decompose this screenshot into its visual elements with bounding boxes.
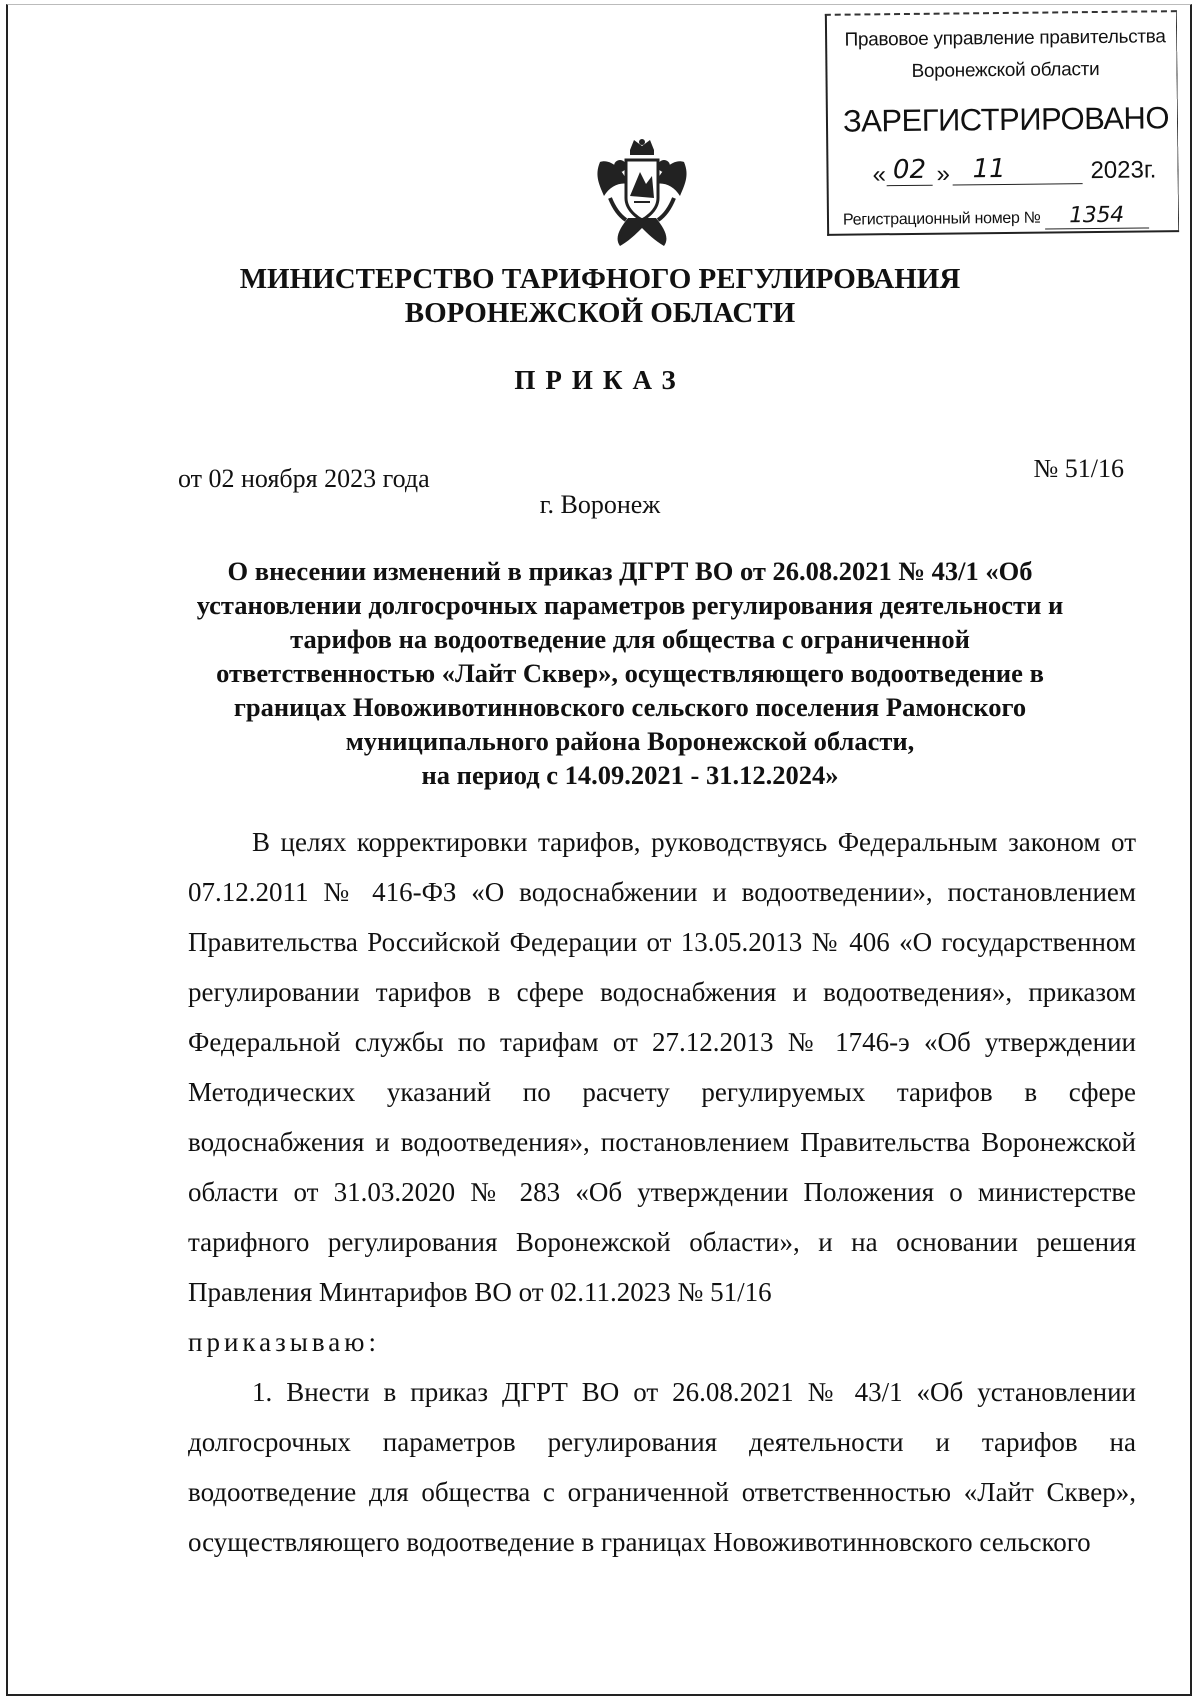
document-body bbox=[188, 817, 1136, 1567]
title-line: ответственностью «Лайт Сквер», осуществляющего водоотведение в bbox=[216, 658, 1044, 688]
title-line: тарифов на водоотведение для общества с ограниченной bbox=[290, 624, 970, 654]
stamp-date-day: 02 bbox=[886, 155, 932, 186]
document-title bbox=[170, 554, 1090, 792]
order-date: от 02 ноября 2023 года bbox=[178, 464, 430, 493]
title-line: муниципального района Воронежской области, bbox=[345, 726, 915, 756]
title-line: на период с 14.09.2021 - 31.12.2024» bbox=[421, 760, 839, 790]
stamp-date-year: 2023г. bbox=[1090, 156, 1157, 185]
title-line: границах Новоживотинновского сельского поселения Рамонского bbox=[233, 692, 1027, 722]
order-number: № 51/16 bbox=[1033, 454, 1124, 483]
quote-mark: » bbox=[936, 160, 951, 188]
stamp-registered-label: ЗАРЕГИСТРИРОВАНО bbox=[842, 100, 1170, 139]
stamp-reg-label: Регистрационный номер № bbox=[842, 209, 1041, 229]
title-line: О внесении изменений в приказ ДГРТ ВО от 26.08.2021 № 43/1 «Об bbox=[227, 556, 1033, 586]
ministry-name bbox=[200, 262, 1000, 330]
quote-mark: « bbox=[872, 161, 887, 189]
stamp-reg-number: 1354 bbox=[1044, 202, 1148, 229]
stamp-authority-line1: Правовое управление правительства bbox=[844, 26, 1166, 51]
ministry-name-line1: МИНИСТЕРСТВО ТАРИФНОГО РЕГУЛИРОВАНИЯ bbox=[239, 263, 961, 295]
voronezh-coat-of-arms-icon bbox=[590, 136, 694, 252]
preamble-paragraph: В целях корректировки тарифов, руководствуясь Федеральным законом от 07.12.2011 № 416-ФЗ «О водоснабжении и водоотведении», постановлением Правительства Российской Федерации от 13.05.2013 № 406 «О государственном регулировании тарифов в сфере водоснабжения и водоотведения», приказом Федеральной службы по тарифам от 27.12.2013 № 1746-э «Об утверждении Методических указаний по расчету регулируемых тарифов в сфере водоснабжения и водоотведения», постановлением Правительства Воронежской области от 31.03.2020 № 283 «Об утверждении Положения о министерстве тарифного регулирования Воронежской области», и на основании решения Правления Минтарифов ВО от 02.11.2023 № 51/16 bbox=[188, 827, 1136, 1307]
order-word: приказываю: bbox=[188, 1327, 380, 1357]
stamp-date-month: 11 bbox=[952, 153, 1082, 185]
ministry-name-line2: ВОРОНЕЖСКОЙ ОБЛАСТИ bbox=[404, 297, 796, 329]
order-city: г. Воронеж bbox=[539, 490, 661, 519]
stamp-authority-line2: Воронежской области bbox=[911, 58, 1100, 82]
item-1-paragraph: 1. Внести в приказ ДГРТ ВО от 26.08.2021 № 43/1 «Об установлении долгосрочных параметров регулирования деятельности и тарифов на водоотведение для общества с ограниченной ответственностью «Лайт Сквер», осуществляющего водоотведение в границах Новоживотинновского сельского bbox=[188, 1377, 1136, 1557]
stamp-date bbox=[872, 152, 1172, 191]
registration-stamp bbox=[825, 10, 1179, 236]
title-line: установлении долгосрочных параметров регулирования деятельности и bbox=[196, 590, 1064, 620]
stamp-registration-number bbox=[843, 202, 1149, 231]
document-type: ПРИКАЗ bbox=[514, 365, 686, 395]
